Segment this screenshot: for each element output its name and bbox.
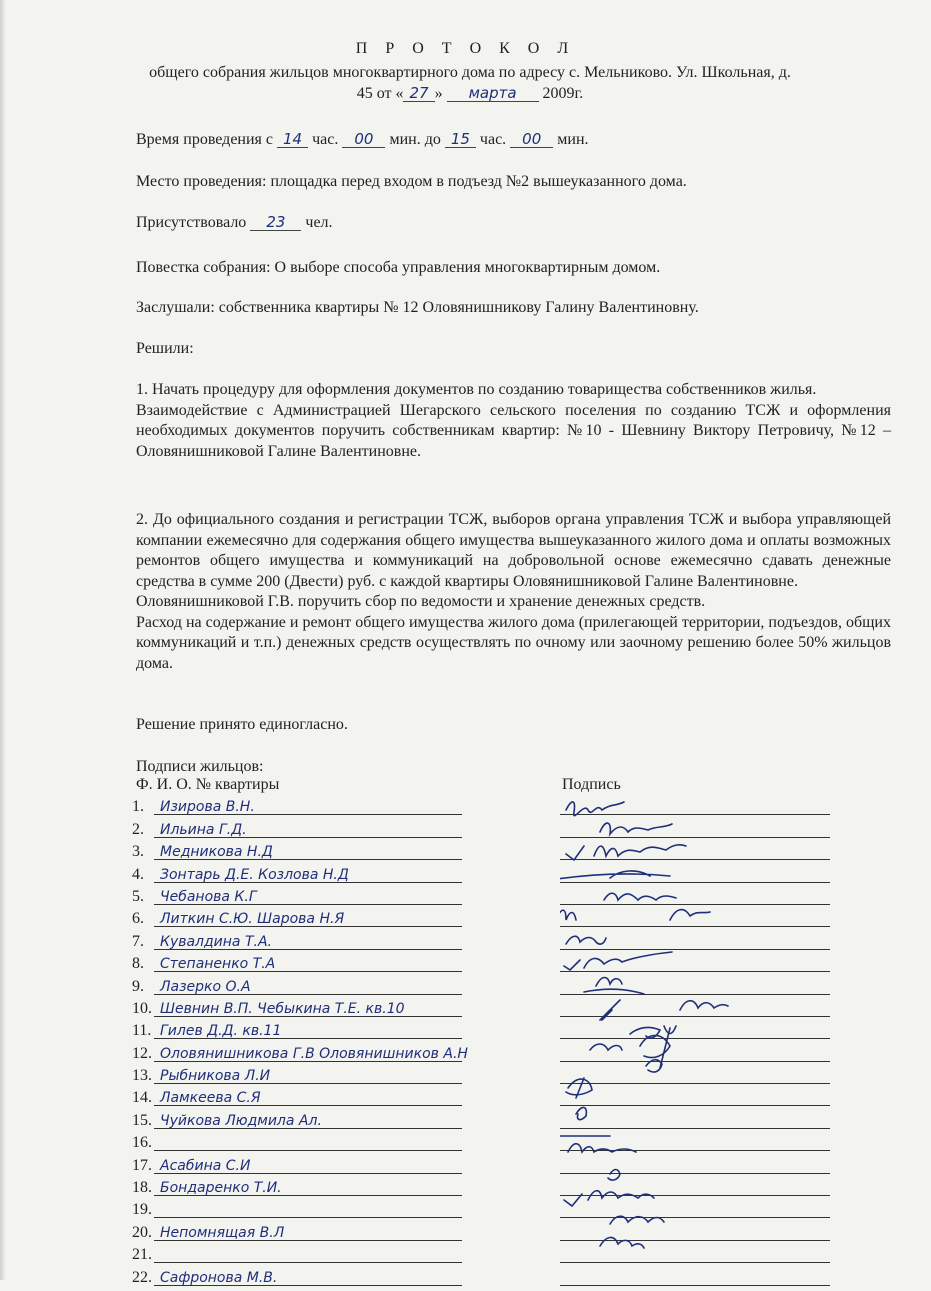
attendance [136,213,891,234]
row-number: 20. [132,1223,152,1241]
subtitle-line-1: общего собрания жильцов многоквартирного дома по адресу с. Мельниково. Ул. Школьная, д. [149,64,791,81]
resident-name-handwritten: Степаненко Т.А [160,956,276,973]
min-to-label: мин. до [389,131,441,148]
row-number: 13. [132,1067,152,1085]
row-number: 7. [132,932,144,950]
hour-label-2: час. [479,131,507,148]
signature-row [132,953,462,975]
resident-name-handwritten: Зонтарь Д.Е. Козлова Н.Д [160,866,349,883]
start-min-handwritten: 00 [342,131,385,148]
date-day-handwritten: 27 [403,85,434,102]
row-number: 4. [132,865,144,883]
item2-paragraph-1: 2. До официального создания и регистрации ТСЖ, выборов органа управления ТСЖ и выбора управляющей компании ежемесячно для содержания общего имущества вышеуказанного жилого дома и оплаты возможных ремонтов общего имущества и коммуникаций на добровольной основе ежемесячно сдавать денежные средства в сумме 200 (Двести) руб. с каждой квартиры Оловянишниковой Галине Валентиновне. [136,511,891,590]
row-number: 1. [132,798,144,816]
time-label: Время проведения с [136,131,273,148]
resident-name-handwritten: Асабина С.И [160,1157,251,1174]
row-number: 19. [132,1201,152,1219]
date-month-handwritten: марта [447,85,539,102]
row-number: 5. [132,887,144,905]
resident-name-handwritten: Ламкеева С.Я [160,1090,261,1107]
signature-row [132,818,462,840]
heard-speaker: Заслушали: собственника квартиры № 12 Оловянишникову Галину Валентиновну. [136,299,699,316]
signature-row [132,1065,462,1087]
signature-row [132,1042,468,1064]
item2-paragraph-3: Расход на содержание и ремонт общего имущества жилого дома (прилегающей территории, подъездов, общих коммуникаций и т.п.) денежных средств осуществлять по очному или заочному решению более 50% жильцов дома. [136,613,891,672]
signature-row [132,1244,462,1266]
resident-name-handwritten: Лазерко О.А [160,978,251,995]
item1-paragraph-1: 1. Начать процедуру для оформления документов по созданию товарищества собственников жилья. [136,381,817,398]
resident-name-handwritten: Чуйкова Людмила Ал. [160,1112,322,1129]
row-number: 11. [132,1022,152,1040]
signature-row [132,841,462,863]
signature-row [132,1020,462,1042]
item1-paragraph-2: Взаимодействие с Администрацией Шегарского сельского поселения по созданию ТСЖ и оформления необходимых документов поручить собственникам квартир: №10 - Шевнину Виктору Петровичу, №12 – Оловянишниковой Галине Валентиновне. [136,401,891,460]
handwritten-signatures [560,796,830,1291]
decision-item-2 [136,510,891,674]
resident-name-handwritten: Непомнящая В.Л [160,1224,285,1241]
date-year: 2009г. [542,85,584,102]
signature-row [132,998,462,1020]
signature-row [132,1266,462,1288]
decision-item-1 [136,380,891,462]
decided-heading: Решили: [136,340,194,357]
agenda: Повестка собрания: О выборе способа управления многоквартирным домом. [136,259,661,276]
row-number: 12. [132,1044,152,1062]
date-quote-close: » [434,85,443,102]
signatures-name-column-header: Ф. И. О. № квартиры [136,776,280,793]
signature-row [132,975,462,997]
resident-name-handwritten: Оловянишникова Г.В Оловянишников А.Н [160,1045,468,1062]
signature-row [132,1132,462,1154]
resident-name-handwritten: Чебанова К.Г [160,888,257,905]
row-number: 14. [132,1089,152,1107]
signatures-name-list [132,796,468,1289]
signature-row [132,886,462,908]
signature-row [132,863,462,885]
row-number: 17. [132,1156,152,1174]
end-min-handwritten: 00 [510,131,553,148]
resident-name-handwritten: Кувалдина Т.А. [160,933,272,950]
signature-row [132,1221,462,1243]
signatures-heading: Подписи жильцов: [136,758,264,775]
row-number: 21. [132,1246,152,1264]
subtitle-address-end: 45 от « [356,85,404,102]
signature-row [132,1199,462,1221]
row-number: 22. [132,1268,152,1286]
signature-row [132,930,462,952]
signature-row [132,1109,462,1131]
attendance-label: Присутствовало [136,214,247,231]
signature-row [132,796,462,818]
min-label: мин. [557,131,589,148]
resident-name-handwritten: Бондаренко Т.И. [160,1180,282,1197]
resident-name-handwritten: Шевнин В.П. Чебыкина Т.Е. кв.10 [160,1000,405,1017]
resident-name-handwritten: Гилев Д.Д. кв.11 [160,1023,282,1040]
signature-row [132,1177,462,1199]
resident-name-handwritten: Медникова Н.Д [160,844,273,861]
resident-name-handwritten: Изирова В.Н. [160,799,255,816]
row-number: 18. [132,1179,152,1197]
meeting-time [136,130,891,151]
end-hour-handwritten: 15 [445,131,476,148]
start-hour-handwritten: 14 [277,131,308,148]
signatures-sign-column [560,796,830,1289]
row-number: 8. [132,955,144,973]
meeting-place: Место проведения: площадка перед входом в подъезд №2 вышеуказанного дома. [136,173,687,190]
resident-name-handwritten: Рыбникова Л.И [160,1068,271,1085]
signatures-sign-column-header: Подпись [562,776,621,793]
attendance-unit: чел. [305,214,333,231]
row-number: 15. [132,1111,152,1129]
decision-result: Решение принято единогласно. [136,716,348,733]
document-title: П Р О Т О К О Л [355,40,576,57]
resident-name-handwritten: Ильина Г.Д. [160,821,247,838]
row-number: 10. [132,999,152,1017]
item2-paragraph-2: Оловянишниковой Г.В. поручить сбор по ведомости и хранение денежных средств. [136,593,706,610]
signature-row [132,1087,462,1109]
row-number: 3. [132,843,144,861]
signature-row [132,908,462,930]
attendance-count-handwritten: 23 [250,214,301,231]
row-number: 16. [132,1134,152,1152]
row-number: 6. [132,910,144,928]
row-number: 9. [132,977,144,995]
resident-name-handwritten: Сафронова М.В. [160,1269,278,1286]
hour-label-1: час. [312,131,339,148]
subtitle-line-2 [120,83,820,104]
resident-name-handwritten: Литкин С.Ю. Шарова Н.Я [160,911,345,928]
signature-row [132,1154,462,1176]
row-number: 2. [132,820,144,838]
document-subtitle [120,62,820,104]
